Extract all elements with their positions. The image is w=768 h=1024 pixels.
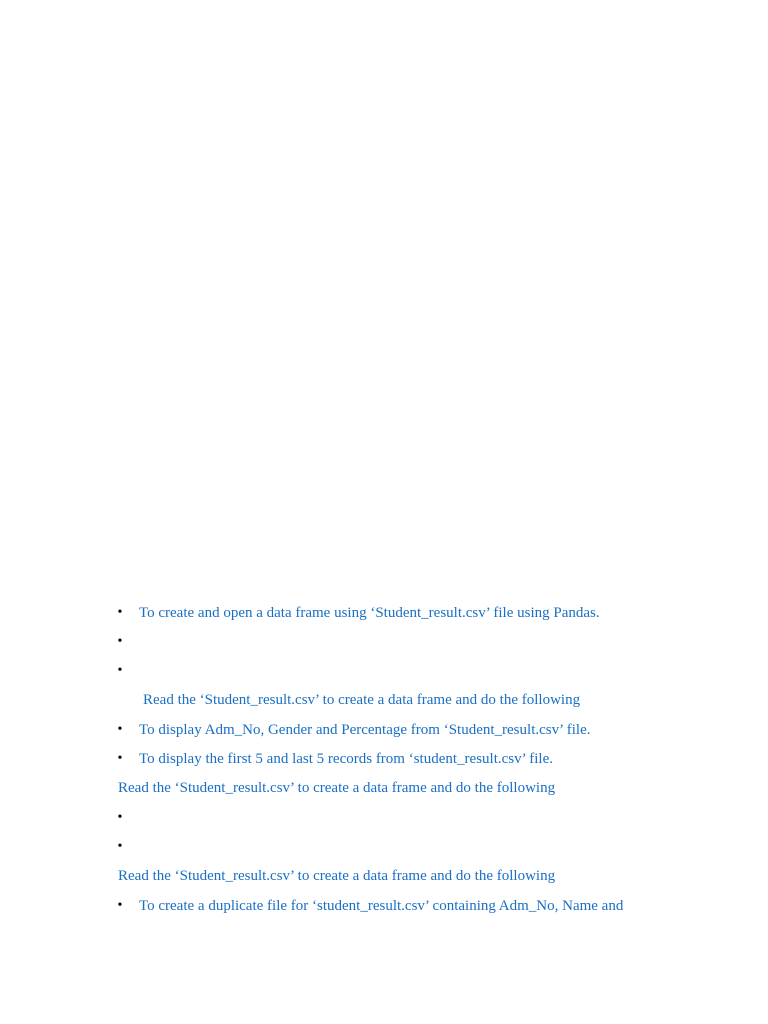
bullet-point: • bbox=[117, 722, 123, 737]
bullet-point: • bbox=[117, 605, 123, 620]
bullet-point: • bbox=[117, 810, 123, 825]
bullet-point: • bbox=[117, 898, 123, 913]
bullet-point: • bbox=[117, 839, 123, 854]
instruction-text: Read the ‘Student_result.csv’ to create a data frame and do the following bbox=[143, 692, 581, 708]
bullet-point: • bbox=[117, 663, 123, 678]
instruction-text: Read the ‘Student_result.csv’ to create a data frame and do the following bbox=[118, 780, 556, 796]
list-item-text: To create and open a data frame using ‘Student_result.csv’ file using Pandas. bbox=[139, 605, 600, 621]
bullet-point: • bbox=[117, 634, 123, 649]
list-item-text: To display Adm_No, Gender and Percentage from ‘Student_result.csv’ file. bbox=[139, 722, 591, 738]
list-item-text: To display the first 5 and last 5 records from ‘student_result.csv’ file. bbox=[139, 751, 553, 767]
bullet-point: • bbox=[117, 751, 123, 766]
list-item-text: To create a duplicate file for ‘student_result.csv’ containing Adm_No, Name and bbox=[139, 898, 624, 914]
instruction-text: Read the ‘Student_result.csv’ to create a data frame and do the following bbox=[118, 868, 556, 884]
